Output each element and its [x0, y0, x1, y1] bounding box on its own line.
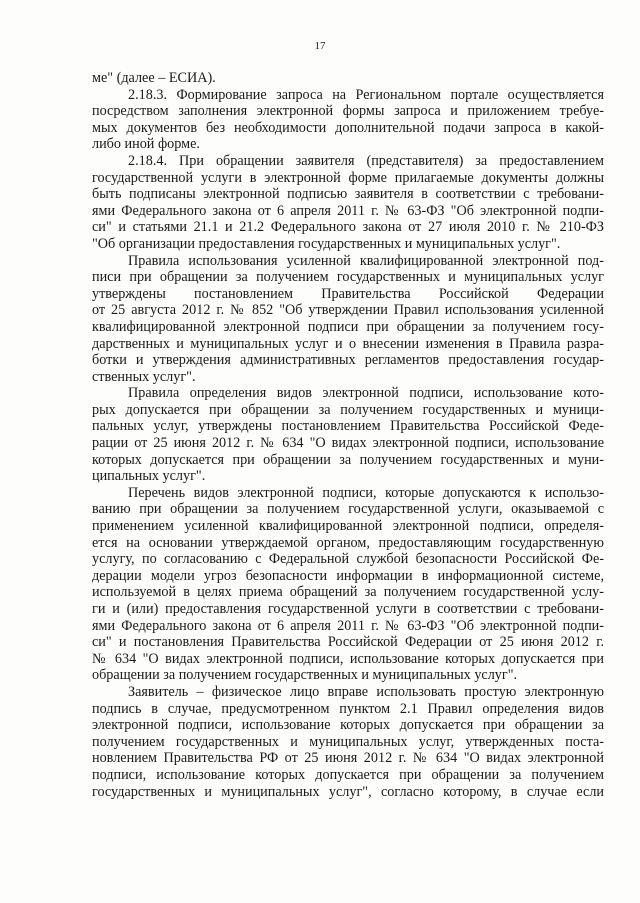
text-line: ципальных услуг".: [92, 468, 206, 485]
text-line: Перечень видов электронной подписи, которые допускаются к использо-: [128, 484, 604, 501]
text-line: ственных услуг".: [92, 368, 196, 385]
text-line: подпись в случае, предусмотренном пунктом 2.1 Правил определения видов: [92, 700, 604, 717]
text-line: от 25 августа 2012 г. № 852 "Об утверждении Правил использования усиленной: [92, 302, 604, 319]
text-line: ванию при обращении за получением государственной услуги, оказываемой с: [92, 501, 604, 518]
text-line: Правила использования усиленной квалифицированной электронной под-: [128, 252, 604, 269]
text-line: квалифицированной электронной подписи при обращении за получением госу-: [92, 318, 604, 335]
text-line: ется на основании утверждаемой органом, предоставляющим государственную: [92, 534, 604, 551]
text-line: си" и постановления Правительства Российской Федерации от 25 июня 2012 г.: [92, 634, 604, 651]
text-line: № 634 "О видах электронной подписи, использование которых допускается при: [92, 650, 604, 667]
text-line: электронной подписи, использование которых допускается при обращении за: [92, 717, 604, 734]
text-line: Заявитель – физическое лицо вправе использовать простую электронную: [128, 683, 604, 700]
text-line: пальных услуг, утверждены постановлением Правительства Российской Феде-: [92, 418, 604, 435]
text-line: получением государственных и муниципальных услуг, утвержденных поста-: [92, 733, 604, 750]
text-line: писи при обращении за получением государственных и муниципальных услуг: [92, 269, 604, 286]
page-number: 17: [314, 40, 326, 52]
text-line: си" и статьями 21.1 и 21.2 Федерального закона от 27 июля 2010 г. № 210-ФЗ: [92, 219, 604, 236]
paragraph: [92, 70, 604, 87]
text-line: утверждены постановлением Правительства Российской Федерации: [92, 285, 604, 302]
text-line: подписи, использование которых допускается при обращении за получением: [92, 766, 604, 783]
text-line: либо иной форме.: [92, 136, 200, 153]
text-line: Правила определения видов электронной подписи, использование кото-: [128, 385, 604, 402]
paragraph: [92, 153, 604, 253]
text-line: рых допускается при обращении за получением государственных и муници-: [92, 401, 604, 418]
text-line: ями Федерального закона от 6 апреля 2011 г. № 63-ФЗ "Об электронной подпи-: [92, 202, 604, 219]
text-line: государственных и муниципальных услуг", согласно которому, в случае если: [92, 783, 604, 800]
document-body: [92, 70, 604, 800]
text-line: обращении за получением государственных и муниципальных услуг".: [92, 667, 518, 684]
text-line: рации от 25 июня 2012 г. № 634 "О видах электронной подписи, использование: [92, 435, 604, 452]
text-line: быть подписаны электронной подписью заявителя в соответствии с требовани-: [92, 186, 604, 203]
text-line: используемой в целях приема обращений за получением государственной услу-: [92, 584, 604, 601]
paragraph: [92, 87, 604, 153]
text-line: ботки и утверждения административных регламентов предоставления государ-: [92, 352, 604, 369]
text-line: услугу, по согласованию с Федеральной службой безопасности Российской Фе-: [92, 551, 604, 568]
paragraph: [92, 684, 604, 800]
text-line: новлением Правительства РФ от 25 июня 2012 г. № 634 "О видах электронной: [92, 750, 604, 767]
text-line: ги и (или) предоставления государственной услуги в соответствии с требовани-: [92, 601, 604, 617]
text-line: мых документов без необходимости дополнительной подачи запроса в какой-: [92, 119, 604, 136]
text-line: 2.18.3. Формирование запроса на Региональном портале осуществляется: [128, 86, 604, 103]
paragraph: [92, 485, 604, 684]
text-line: посредством заполнения электронной формы запроса и приложением требуе-: [92, 103, 604, 120]
paragraph: [92, 385, 604, 485]
text-line: 2.18.4. При обращении заявителя (представителя) за предоставлением: [128, 152, 604, 169]
text-line: "Об организации предоставления государственных и муниципальных услуг".: [92, 235, 561, 252]
text-line: ями Федерального закона от 6 апреля 2011 г. № 63-ФЗ "Об электронной подпи-: [92, 617, 604, 634]
text-line: применением усиленной квалифицированной электронной подписи, определя-: [92, 518, 604, 535]
text-line: ме" (далее – ЕСИА).: [92, 70, 216, 86]
text-line: дерации модели угроз безопасности информации в информационной системе,: [92, 567, 604, 584]
text-line: которых допускается при обращении за получением государственных и муни-: [92, 451, 604, 468]
paragraph: [92, 253, 604, 386]
text-line: дарственных и муниципальных услуг и о внесении изменения в Правила разра-: [92, 335, 604, 352]
text-line: государственной услуги в электронной форме прилагаемые документы должны: [92, 169, 604, 186]
